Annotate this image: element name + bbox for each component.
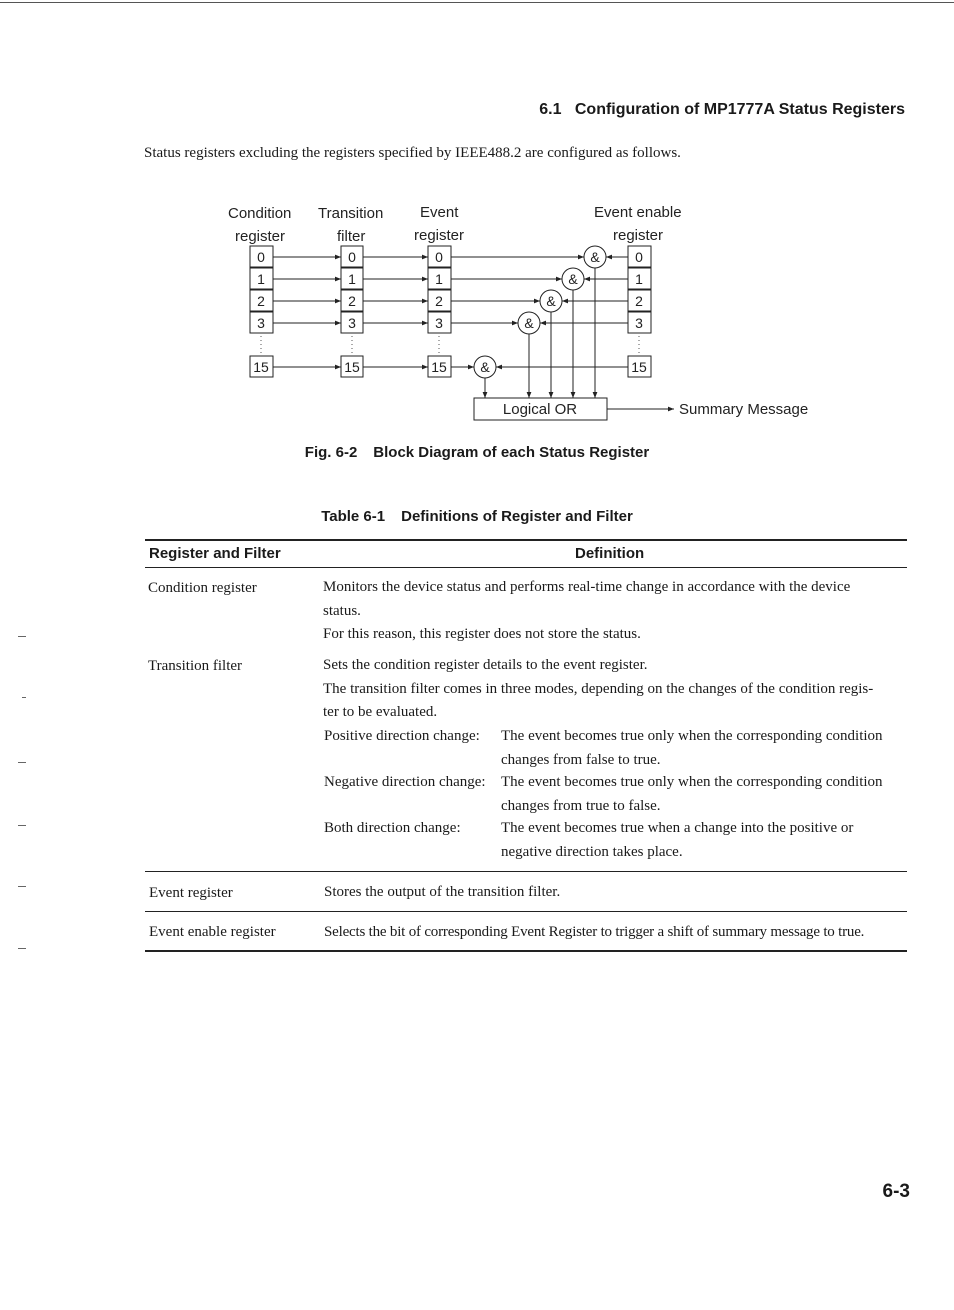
svg-text:2: 2 [435, 293, 443, 309]
svg-text:1: 1 [435, 271, 443, 287]
margin-mark [18, 948, 26, 949]
svg-text:3: 3 [348, 315, 356, 331]
and-gate-label: & [546, 293, 556, 309]
transition-header-line1: Transition [318, 205, 384, 222]
logical-or-label: Logical OR [502, 401, 578, 418]
svg-text:2: 2 [635, 293, 643, 309]
svg-text:15: 15 [631, 359, 647, 375]
section-title: Configuration of MP1777A Status Registers [574, 101, 905, 118]
enable-header-line2: register [613, 227, 664, 244]
and-gate-label: & [480, 359, 490, 375]
event-header-line2: register [414, 227, 465, 244]
transition-header-line2: filter [337, 228, 366, 245]
svg-text:1: 1 [635, 271, 643, 287]
row-def-transition: Sets the condition register details to the event register. The transition filter comes in three modes, depending on the changes of the condition regis- ter to be evaluated. [323, 657, 874, 720]
row-name-enable: Event enable register [149, 924, 276, 940]
margin-mark [18, 886, 26, 887]
mode-label-positive: Positive direction change: [324, 728, 480, 744]
mode-desc-positive: The event becomes true only when the corresponding condition changes from false to true. [501, 728, 883, 768]
row-def-event: Stores the output of the transition filter. [324, 884, 561, 900]
mode-desc-both: The event becomes true when a change into the positive or negative direction takes place. [501, 820, 854, 860]
svg-text:0: 0 [435, 249, 443, 265]
svg-text:3: 3 [257, 315, 265, 331]
enable-header-line1: Event enable [594, 204, 682, 221]
column-header-register: Register and Filter [149, 545, 281, 562]
svg-text:0: 0 [635, 249, 643, 265]
margin-mark [18, 636, 26, 637]
block-diagram [0, 190, 954, 430]
table-row-rule [145, 871, 907, 872]
section-number: 6.1 [539, 101, 562, 118]
svg-text:15: 15 [344, 359, 360, 375]
figure-caption [0, 444, 954, 461]
svg-text:0: 0 [257, 249, 265, 265]
table-header-rule [145, 567, 907, 568]
row-name-condition: Condition register [148, 580, 257, 596]
svg-text:2: 2 [348, 293, 356, 309]
svg-text:1: 1 [257, 271, 265, 287]
column-header-definition: Definition [575, 545, 645, 562]
svg-text:3: 3 [635, 315, 643, 331]
margin-mark [18, 762, 26, 763]
table-row-rule [145, 911, 907, 912]
margin-mark [18, 825, 26, 826]
event-header-line1: Event [420, 204, 459, 221]
row-name-transition: Transition filter [148, 658, 243, 674]
table-caption [0, 508, 954, 525]
row-def-enable: Selects the bit of corresponding Event Register to trigger a shift of summary message to true. [324, 924, 865, 940]
header-rule [0, 2, 954, 3]
section-heading [300, 101, 905, 119]
mode-desc-negative: The event becomes true only when the corresponding condition changes from true to false. [501, 774, 883, 814]
svg-text:0: 0 [348, 249, 356, 265]
figure-title: Block Diagram of each Status Register [373, 444, 650, 461]
table-number: Table 6-1 [321, 508, 386, 525]
page-number: 6-3 [882, 1181, 910, 1202]
condition-header-line1: Condition [228, 205, 292, 222]
margin-mark [22, 697, 26, 698]
svg-text:3: 3 [435, 315, 443, 331]
svg-text:15: 15 [431, 359, 447, 375]
row-name-event: Event register [149, 885, 233, 901]
table-title: Definitions of Register and Filter [401, 508, 633, 525]
and-gates [474, 246, 606, 378]
and-gate-label: & [590, 249, 600, 265]
row-def-condition: Monitors the device status and performs real-time change in accordance with the device status. For this reason, this register does not store the status. [323, 579, 851, 642]
svg-text:1: 1 [348, 271, 356, 287]
condition-header-line2: register [235, 228, 286, 245]
svg-text:2: 2 [257, 293, 265, 309]
and-gate-label: & [524, 315, 534, 331]
mode-label-negative: Negative direction change: [324, 774, 486, 790]
ellipsis-dots [261, 336, 639, 354]
mode-label-both: Both direction change: [324, 820, 461, 836]
intro-paragraph: Status registers excluding the registers specified by IEEE488.2 are configured as follows. [144, 145, 681, 161]
table-top-rule [145, 539, 907, 541]
and-gate-label: & [568, 271, 578, 287]
signal-lines [273, 257, 674, 409]
figure-number: Fig. 6-2 [304, 444, 358, 461]
svg-text:15: 15 [253, 359, 269, 375]
table-bottom-rule [145, 950, 907, 952]
summary-message-label: Summary Message [679, 401, 809, 418]
